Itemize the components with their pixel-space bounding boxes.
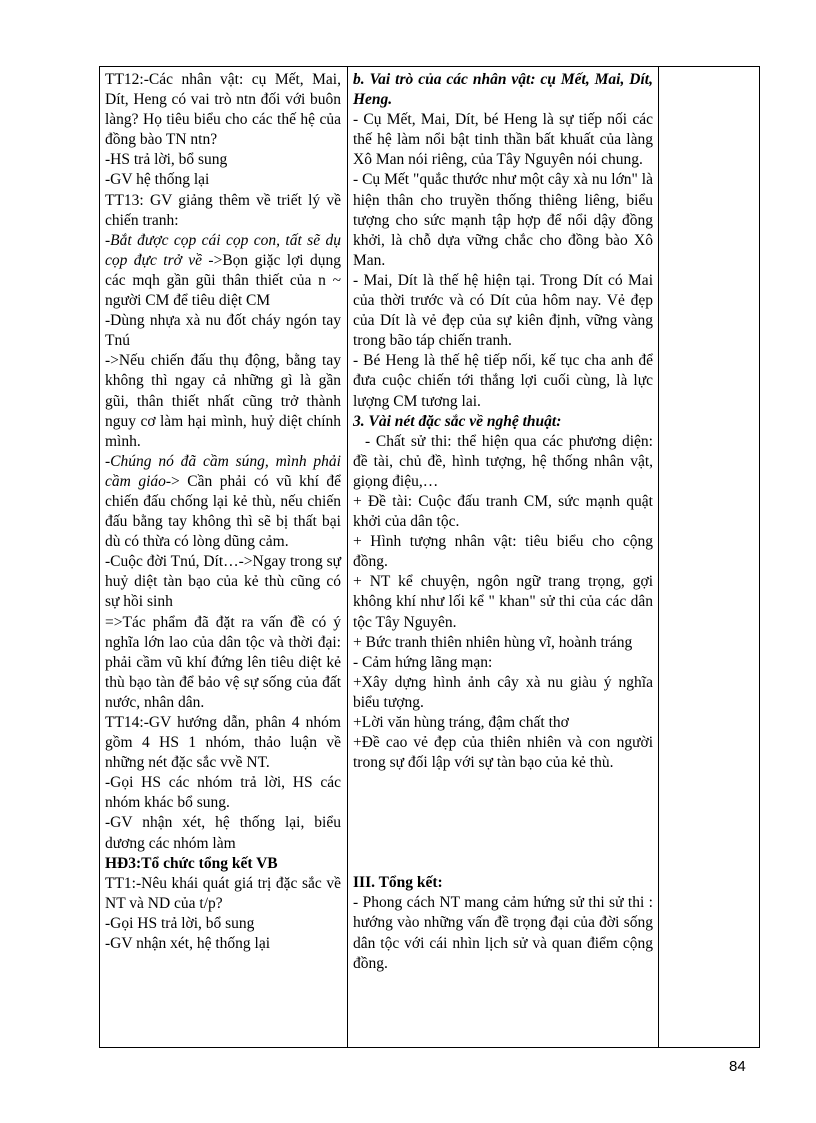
- right-p6: + Đề tài: Cuộc đấu tranh CM, sức mạnh quật khởi của dân tộc.: [353, 492, 653, 531]
- right-p7: + Hình tượng nhân vật: tiêu biểu cho cộng đồng.: [353, 533, 653, 571]
- left-p2: -HS trả lời, bổ sung: [105, 151, 228, 169]
- left-p16: -Gọi HS trả lời, bổ sung: [105, 914, 255, 932]
- left-section-heading: HĐ3:Tổ chức tổng kết VB: [105, 854, 278, 872]
- right-heading-3-summary: III. Tổng kết:: [353, 874, 443, 892]
- notes-column: [659, 67, 760, 1048]
- left-p10: =>Tác phẩm đã đặt ra vấn đề có ý nghĩa lớn lao của dân tộc và thời đại: phải cầm vũ khí đứng lên tiêu diệt kẻ thù bạo tàn để bảo vệ sự sống của đất nước, nhân dân.: [105, 613, 341, 711]
- left-p15: TT1:-Nêu khái quát giá trị đặc sắc về NT và ND của t/p?: [105, 874, 341, 912]
- right-p5: - Chất sử thi: thể hiện qua các phương diện: đề tài, chủ đề, hình tượng, hệ thống nhân vật, giọng điệu,…: [353, 432, 653, 490]
- right-heading-b: b. Vai trò của các nhân vật: cụ Mết, Mai, Dít, Heng.: [353, 71, 653, 109]
- lesson-table: [99, 66, 760, 1048]
- right-heading-3: 3. Vài nét đặc sắc về nghệ thuật:: [353, 412, 562, 430]
- right-p4: - Bé Heng là thế hệ tiếp nối, kế tục cha anh để đưa cuộc chiến tới thắng lợi cuối cùng, là lực lượng CM tương lai.: [353, 352, 653, 410]
- left-p4: TT13: GV giảng thêm về triết lý về chiến tranh:: [105, 191, 341, 229]
- right-p3: - Mai, Dít là thế hệ hiện tại. Trong Dít có Mai của thời trước và có Dít của hôm nay. Vẻ đẹp của Dít là vẻ đẹp của sự kiên định, vững vàng trong bão táp chiến tranh.: [353, 271, 653, 350]
- teacher-activity-column: [100, 67, 348, 1048]
- right-p10: - Cảm hứng lãng mạn:: [353, 653, 493, 671]
- page-number: 84: [729, 1058, 746, 1075]
- right-p1: - Cụ Mết, Mai, Dít, bé Heng là sự tiếp nối các thế hệ làm nổi bật tinh thần bất khuất của làng Xô Man nói riêng, của Tây Nguyên nói chung.: [353, 111, 653, 169]
- left-p13: -GV nhận xét, hệ thống lại, biểu dương các nhóm làm: [105, 814, 341, 852]
- right-p8: + NT kể chuyện, ngôn ngữ trang trọng, gợi không khí như lối kể " khan" sử thi của các dân tộc Tây Nguyên.: [353, 573, 653, 631]
- right-p14: - Phong cách NT mang cảm hứng sử thi sử thi : hướng vào những vấn đề trọng đại của đời sống dân tộc với cái nhìn lịch sử và quan điểm cộng đồng.: [353, 894, 653, 972]
- left-p1: TT12:-Các nhân vật: cụ Mết, Mai, Dít, Heng có vai trò ntn đối với buôn làng? Họ tiêu biểu cho các thế hệ của đồng bào TN ntn?: [105, 71, 341, 149]
- right-p2: - Cụ Mết "quắc thước như một cây xà nu lớn" là hiện thân cho truyền thống thiêng liêng, biểu tượng cho sức mạnh tập hợp để nổi dậy đồng khởi, là chỗ dựa vững chắc cho đồng bào Xô Man.: [353, 171, 653, 269]
- left-p17: -GV nhận xét, hệ thống lại: [105, 935, 271, 953]
- right-p12: +Lời văn hùng tráng, đậm chất thơ: [353, 714, 569, 731]
- right-p11: +Xây dựng hình ảnh cây xà nu giàu ý nghĩa biểu tượng.: [353, 673, 653, 711]
- right-p9: + Bức tranh thiên nhiên hùng vĩ, hoành tráng: [353, 633, 633, 651]
- left-p3: -GV hệ thống lại: [105, 171, 210, 189]
- content-column: [348, 67, 659, 1048]
- left-p12: -Gọi HS các nhóm trả lời, HS các nhóm khác bổ sung.: [105, 774, 341, 812]
- left-p6: -Dùng nhựa xà nu đốt cháy ngón tay Tnú: [105, 312, 341, 350]
- left-p11: TT14:-GV hướng dẫn, phân 4 nhóm gồm 4 HS 1 nhóm, thảo luận về những nét đặc sắc vvề NT.: [105, 714, 341, 772]
- left-p5: -Bắt được cọp cái cọp con, tất sẽ dụ cọp đực trở về ->Bọn giặc lợi dụng các mqh gần gũi thân thiết của n ~ người CM để tiêu diệt CM: [105, 231, 341, 310]
- blank-space: [353, 773, 653, 873]
- left-p7: ->Nếu chiến đấu thụ động, bằng tay không thì ngay cả những gì là gần gũi, thân thiết nhất cũng trở thành nguy cơ làm hại mình, huỷ diệt chính mình.: [105, 352, 341, 450]
- right-p13: +Đề cao vẻ đẹp của thiên nhiên và con người trong sự đối lập với sự tàn bạo của kẻ thù.: [353, 734, 653, 772]
- left-p9: -Cuộc đời Tnú, Dít…->Ngay trong sự huỷ diệt tàn bạo của kẻ thù cũng có sự hồi sinh: [105, 553, 342, 611]
- left-p8: -Chúng nó đã cầm súng, mình phải cầm giáo-> Cần phải có vũ khí để chiến đấu chống lại kẻ thù, nếu chiến đấu bằng tay không thì sẽ bị thất bại dù có thừa có lòng dũng cảm.: [105, 452, 342, 551]
